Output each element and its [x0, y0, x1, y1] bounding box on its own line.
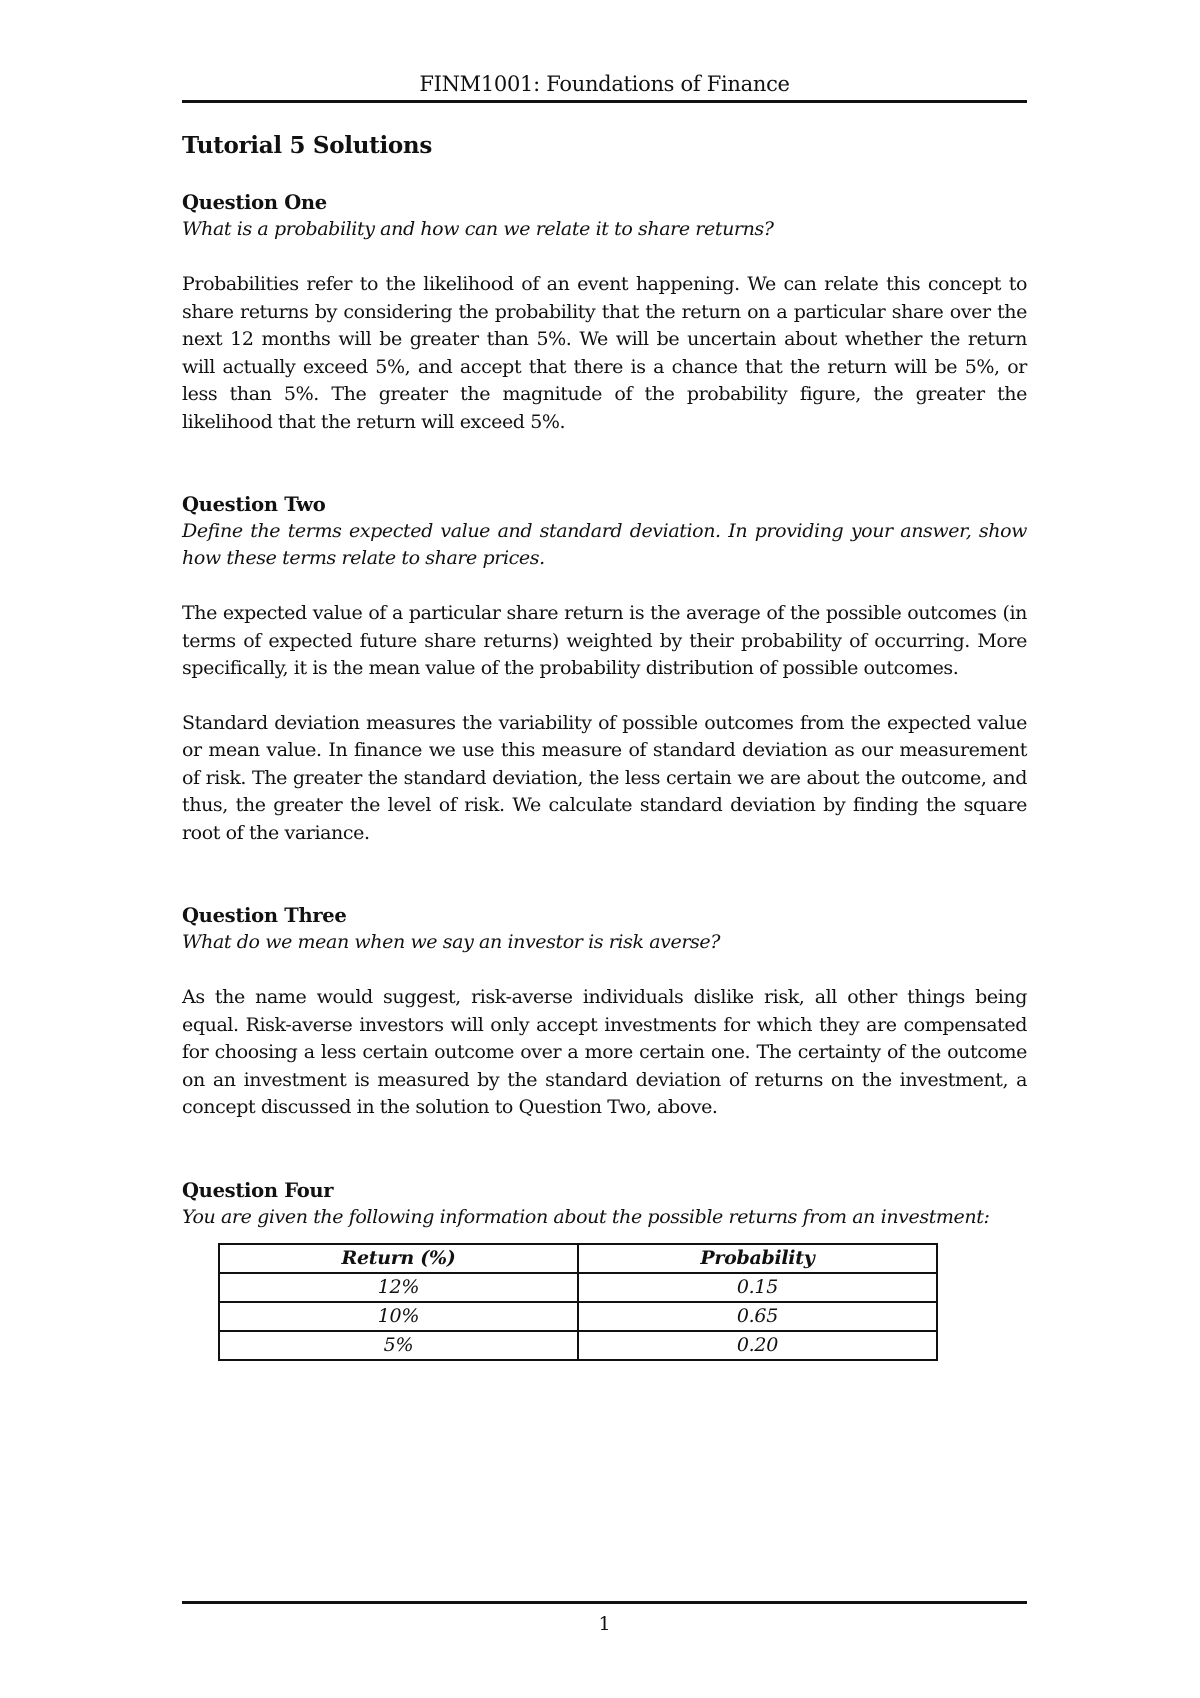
- question-one-prompt: What is a probability and how can we relate it to share returns?: [182, 218, 774, 240]
- column-header-return: Return (%): [219, 1244, 578, 1273]
- question-four-prompt: You are given the following information about the possible returns from an investment:: [182, 1205, 990, 1228]
- question-two-heading: Question Two: [182, 493, 326, 516]
- question-one-answer: Probabilities refer to the likelihood of an event happening. We can relate this concept to share returns by considering the probability that the return on a particular share over the next 12 months will be greater than 5%. We will be uncertain about whether the return will actually exceed 5%, and accept that there is a chance that the return will be 5%, or less than 5%. The greater the magnitude of the probability figure, the greater the likelihood that the return will exceed 5%.: [182, 273, 1027, 433]
- probability-cell: 0.15: [578, 1273, 937, 1302]
- question-one-heading: Question One: [182, 191, 327, 214]
- return-cell: 12%: [219, 1273, 578, 1302]
- returns-probability-table: [218, 1243, 938, 1361]
- question-two-answer-standard-deviation: Standard deviation measures the variability of possible outcomes from the expected value or mean value. In finance we use this measure of standard deviation as our measurement of risk. The greater the standard deviation, the less certain we are about the outcome, and thus, the greater the level of risk. We calculate standard deviation by finding the square root of the variance.: [182, 711, 1027, 844]
- question-four-section: [182, 1177, 1027, 1361]
- return-cell: 5%: [219, 1331, 578, 1360]
- question-three-heading: Question Three: [182, 904, 347, 927]
- question-three-answer: As the name would suggest, risk-averse individuals dislike risk, all other things being equal. Risk-averse investors will only accept investments for which they are compensated for choosing a less certain outcome over a more certain one. The certainty of the outcome on an investment is measured by the standard deviation of returns on the investment, a concept discussed in the solution to Question Two, above.: [182, 986, 1027, 1118]
- running-header: FINM1001: Foundations of Finance: [419, 72, 790, 96]
- header-divider: [182, 100, 1027, 103]
- probability-cell: 0.65: [578, 1302, 937, 1331]
- table-row: [219, 1302, 937, 1331]
- question-four-heading: Question Four: [182, 1178, 334, 1202]
- return-cell: 10%: [219, 1302, 578, 1331]
- footer-divider: [182, 1601, 1027, 1604]
- question-two-section: [182, 491, 1027, 847]
- question-one-section: [182, 189, 1027, 436]
- document-body: [182, 132, 1027, 1361]
- question-three-prompt: What do we mean when we say an investor is risk averse?: [182, 931, 720, 953]
- question-two-prompt: Define the terms expected value and standard deviation. In providing your answer, show how these terms relate to share prices.: [182, 520, 1027, 569]
- table-row: [219, 1331, 937, 1360]
- question-two-answer-expected-value: The expected value of a particular share return is the average of the possible outcomes (in terms of expected future share returns) weighted by their probability of occurring. More specifically, it is the mean value of the probability distribution of possible outcomes.: [182, 602, 1027, 679]
- page-number: 1: [598, 1613, 611, 1635]
- table-row: [219, 1273, 937, 1302]
- column-header-probability: Probability: [578, 1244, 937, 1273]
- probability-cell: 0.20: [578, 1331, 937, 1360]
- page-title: Tutorial 5 Solutions: [182, 132, 432, 159]
- table-header-row: [219, 1244, 937, 1273]
- question-three-section: [182, 902, 1027, 1122]
